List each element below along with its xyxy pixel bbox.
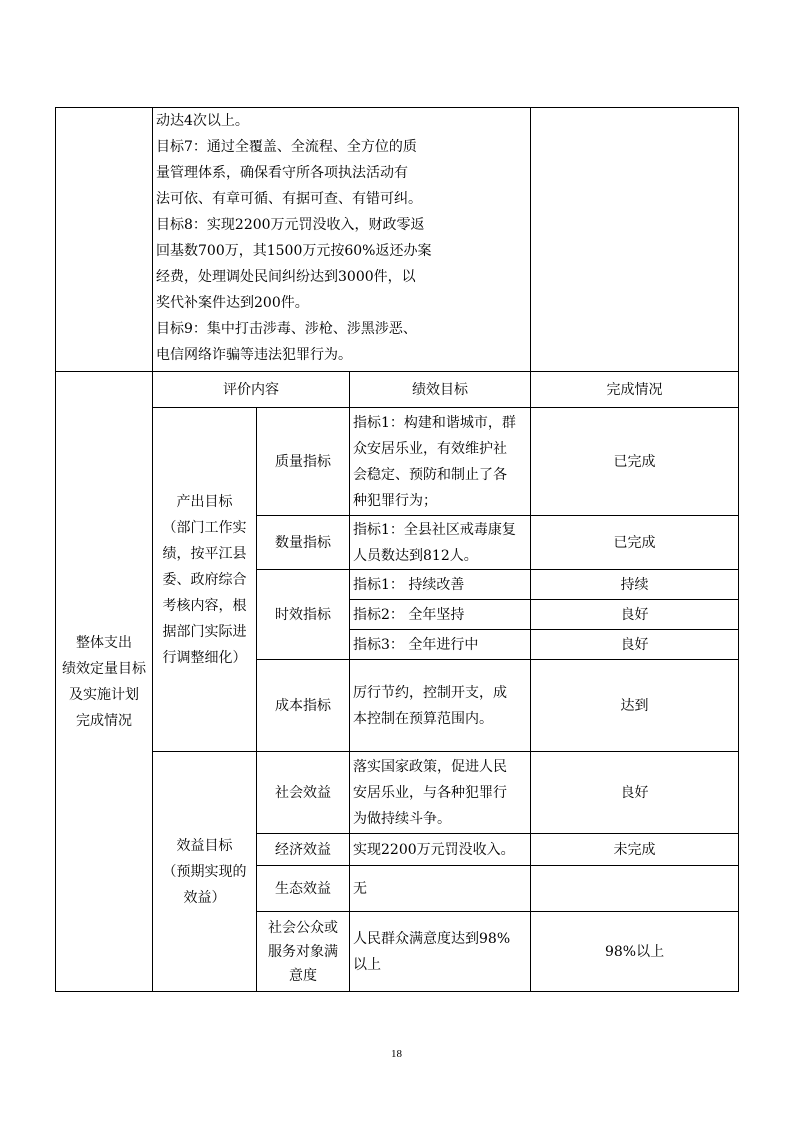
category-ecological-benefit: 生态效益	[257, 866, 350, 912]
category-quality: 质量指标	[257, 408, 350, 516]
target-cell	[350, 516, 531, 570]
output-label-line: 行调整细化）	[162, 649, 247, 666]
output-label-line: （部门工作实	[162, 519, 247, 536]
page-number: 18	[391, 1048, 402, 1060]
output-label-line: 据部门实际进	[162, 623, 247, 640]
target-line: 落实国家政策，促进人民	[353, 758, 507, 775]
goal-line: 奖代补案件达到200件。	[156, 295, 309, 311]
category-economic-benefit: 经济效益	[257, 834, 350, 866]
section-label-cell	[56, 372, 153, 992]
target-line: 为做持续斗争。	[353, 810, 451, 827]
target-cell	[350, 660, 531, 752]
target-cell: 指标1： 持续改善	[350, 570, 531, 600]
goal-line: 法可依、有章可循、有据可查、有错可纠。	[156, 191, 422, 207]
target-line: 会稳定、预防和制止了各	[353, 466, 507, 483]
category-satisfaction	[257, 912, 350, 992]
section-label-line: 绩效定量目标	[62, 660, 146, 677]
benefit-label-line: （预期实现的	[162, 863, 247, 880]
top-right-empty-cell	[531, 108, 739, 372]
category-line: 服务对象满	[268, 943, 338, 960]
header-content: 评价内容	[153, 372, 350, 408]
target-cell: 指标3： 全年进行中	[350, 630, 531, 660]
status-cell: 良好	[531, 630, 739, 660]
benefit-group-label	[153, 752, 257, 992]
target-line: 人员数达到812人。	[353, 547, 478, 564]
performance-table	[55, 107, 739, 992]
target-line: 以上	[353, 956, 381, 973]
top-continuation-row	[56, 108, 739, 372]
section-label-line: 完成情况	[76, 712, 132, 729]
target-line: 安居乐业，与各种犯罪行	[353, 784, 507, 801]
category-timeliness: 时效指标	[257, 570, 350, 660]
target-cell	[350, 408, 531, 516]
status-cell: 已完成	[531, 516, 739, 570]
header-row	[56, 372, 739, 408]
category-line: 意度	[289, 967, 317, 984]
section-label-line: 及实施计划	[69, 686, 139, 703]
category-line: 社会公众或	[268, 919, 338, 936]
top-left-empty-cell	[56, 108, 153, 372]
target-line: 种犯罪行为；	[353, 492, 437, 509]
target-cell	[350, 752, 531, 834]
status-cell: 未完成	[531, 834, 739, 866]
benefit-label-line: 效益目标	[176, 837, 233, 854]
goal-line: 量管理体系，确保看守所各项执法活动有	[156, 165, 408, 181]
goal-line: 电信网络诈骗等违法犯罪行为。	[156, 347, 352, 363]
target-line: 指标1：全县社区戒毒康复	[353, 521, 516, 538]
category-quantity: 数量指标	[257, 516, 350, 570]
goal-line: 目标7：通过全覆盖、全流程、全方位的质	[156, 139, 417, 155]
table-row	[56, 408, 739, 516]
status-cell: 98%以上	[531, 912, 739, 992]
target-cell: 指标2： 全年坚持	[350, 600, 531, 630]
target-cell	[350, 912, 531, 992]
header-target: 绩效目标	[350, 372, 531, 408]
target-cell: 实现2200万元罚没收入。	[350, 834, 531, 866]
target-line: 指标1：构建和谐城市，群	[353, 414, 516, 431]
table-row	[56, 752, 739, 834]
category-social-benefit: 社会效益	[257, 752, 350, 834]
output-label-line: 委、政府综合	[162, 571, 247, 588]
target-line: 本控制在预算范围内。	[353, 710, 493, 727]
target-line: 众安居乐业，有效维护社	[353, 440, 507, 457]
goal-line: 动达4次以上。	[156, 113, 249, 129]
status-cell: 良好	[531, 600, 739, 630]
target-cell: 无	[350, 866, 531, 912]
goal-line: 经费，处理调处民间纠纷达到3000件，以	[156, 269, 416, 285]
category-cost: 成本指标	[257, 660, 350, 752]
target-line: 厉行节约，控制开支，成	[353, 684, 507, 701]
top-goals-cell	[153, 108, 531, 372]
output-label-line: 产出目标	[176, 493, 233, 510]
output-label-line: 绩，按平江县	[162, 545, 247, 562]
goal-line: 回基数700万，其1500万元按60%返还办案	[156, 243, 432, 259]
status-cell: 已完成	[531, 408, 739, 516]
status-cell	[531, 866, 739, 912]
target-line: 人民群众满意度达到98%	[353, 930, 511, 947]
section-label-line: 整体支出	[76, 634, 132, 651]
benefit-label-line: 效益）	[183, 889, 226, 906]
goal-line: 目标9：集中打击涉毒、涉枪、涉黑涉恶、	[156, 321, 417, 337]
output-label-line: 考核内容，根	[162, 597, 247, 614]
goal-line: 目标8：实现2200万元罚没收入，财政零返	[156, 217, 425, 233]
output-group-label	[153, 408, 257, 752]
status-cell: 达到	[531, 660, 739, 752]
status-cell: 良好	[531, 752, 739, 834]
status-cell: 持续	[531, 570, 739, 600]
header-status: 完成情况	[531, 372, 739, 408]
